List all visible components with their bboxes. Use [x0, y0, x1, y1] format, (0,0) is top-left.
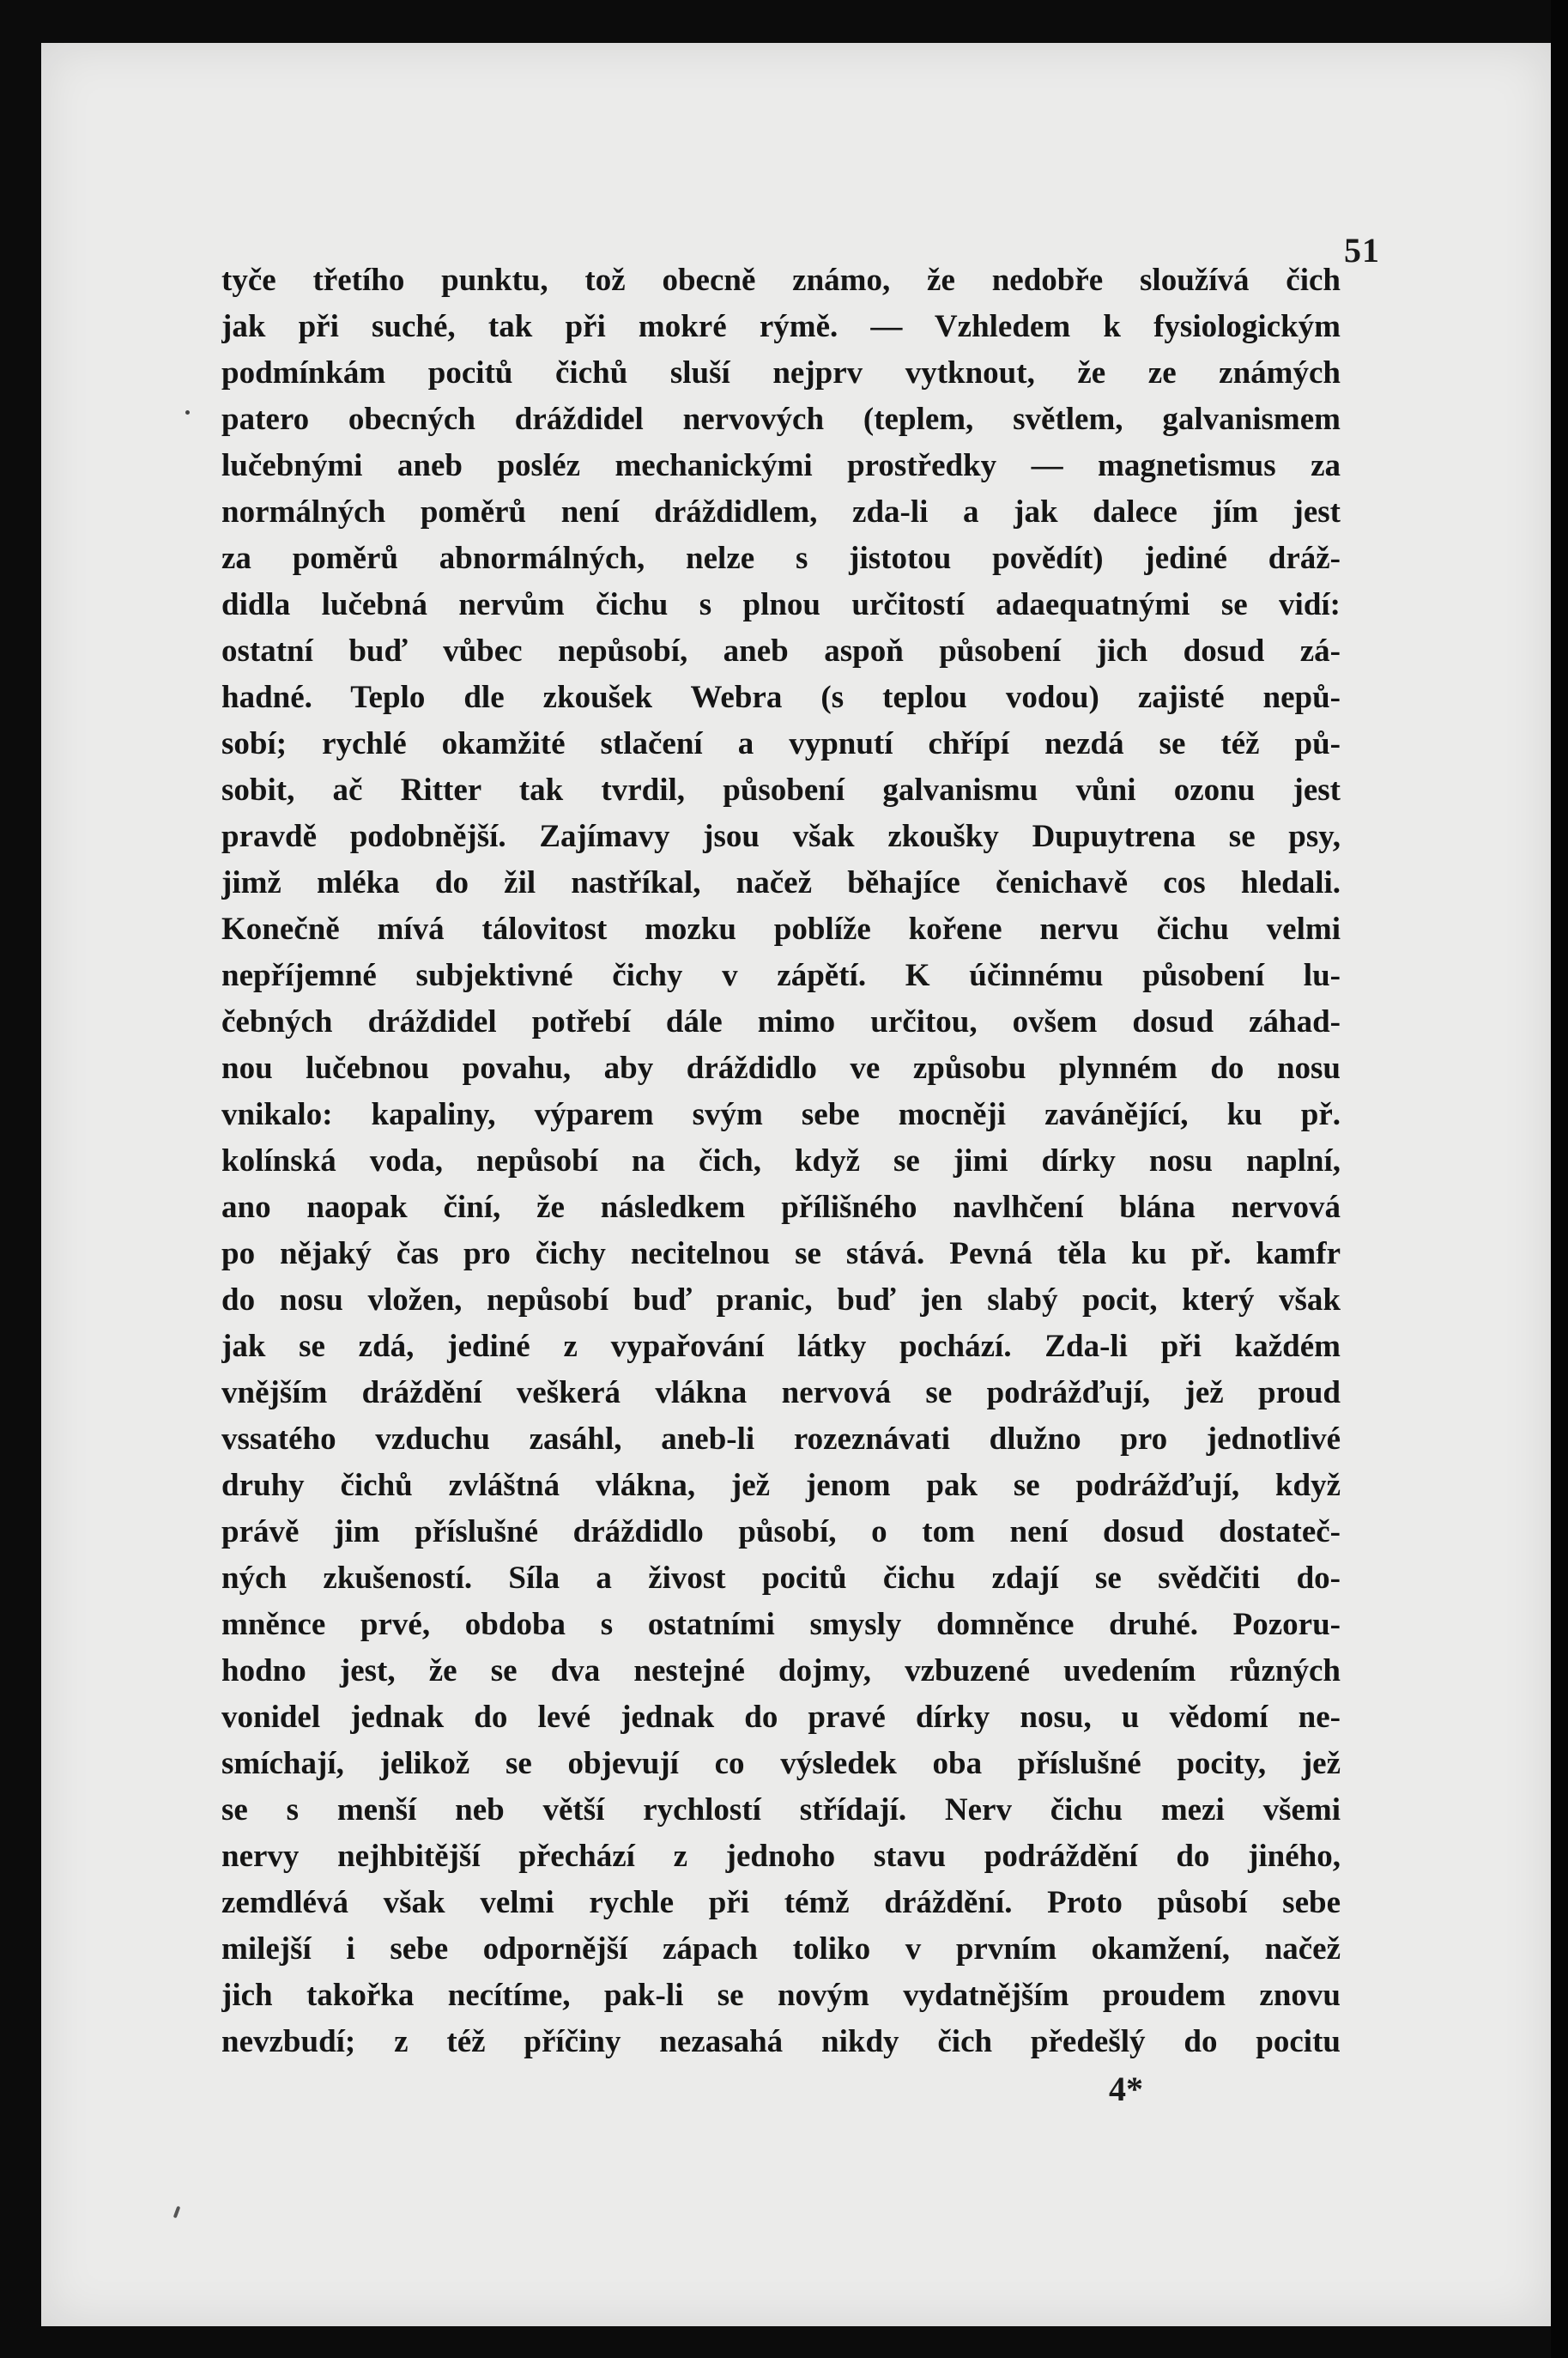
text-line: hadné. Teplo dle zkoušek Webra (s teplou vodou) zajisté nepů-	[221, 680, 1341, 715]
text-line: normálných poměrů není dráždidlem, zda-li a jak dalece jím jest	[221, 494, 1341, 530]
text-line: po nějaký čas pro čichy necitelnou se stává. Pevná těla ku př. kamfr	[221, 1236, 1341, 1271]
text-line: jich takořka necítíme, pak-li se novým vydatnějším proudem znovu	[221, 1978, 1341, 2013]
text-line: nepříjemné subjektivné čichy v zápětí. K účinnému působení lu-	[221, 958, 1341, 993]
text-line: nou lučebnou povahu, aby dráždidlo ve způsobu plynném do nosu	[221, 1051, 1341, 1086]
text-line: ostatní buď vůbec nepůsobí, aneb aspoň působení jich dosud zá-	[221, 633, 1341, 669]
text-line: smíchají, jelikož se objevují co výsledek oba příslušné pocity, jež	[221, 1746, 1341, 1781]
text-line: se s menší neb větší rychlostí střídají. Nerv čichu mezi všemi	[221, 1792, 1341, 1828]
text-line: podmínkám pocitů čichů sluší nejprv vytknout, že ze známých	[221, 355, 1341, 391]
text-line: nervy nejhbitější přechází z jednoho stavu podráždění do jiného,	[221, 1839, 1341, 1874]
text-line: jimž mléka do žil nastříkal, načež běhajíce čenichavě cos hledali.	[221, 865, 1341, 900]
text-line: kolínská voda, nepůsobí na čich, když se jimi dírky nosu naplní,	[221, 1143, 1341, 1179]
text-line: lučebnými aneb posléz mechanickými prostředky — magnetismus za	[221, 448, 1341, 483]
text-line: didla lučebná nervům čichu s plnou určitostí adaequatnými se vidí:	[221, 587, 1341, 622]
text-line: nevzbudí; z též příčiny nezasahá nikdy čich předešlý do pocitu	[221, 2024, 1341, 2059]
text-line: pravdě podobnější. Zajímavy jsou však zkoušky Dupuytrena se psy,	[221, 819, 1341, 854]
text-line: druhy čichů zvláštná vlákna, jež jenom pak se podrážďují, když	[221, 1468, 1341, 1503]
text-line: patero obecných dráždidel nervových (teplem, světlem, galvanismem	[221, 402, 1341, 437]
text-line: za poměrů abnormálných, nelze s jistotou povědít) jediné dráž-	[221, 541, 1341, 576]
body-text	[221, 258, 1341, 2065]
text-line: vnikalo: kapaliny, výparem svým sebe mocněji zavánějící, ku př.	[221, 1097, 1341, 1132]
page-number: 51	[1344, 231, 1380, 270]
text-line: sobit, ač Ritter tak tvrdil, působení galvanismu vůni ozonu jest	[221, 773, 1341, 808]
text-line: právě jim příslušné dráždidlo působí, o tom není dosud dostateč-	[221, 1514, 1341, 1549]
text-line: do nosu vložen, nepůsobí buď pranic, buď jen slabý pocit, který však	[221, 1282, 1341, 1318]
scan-edge	[1551, 0, 1568, 2358]
text-line: milejší i sebe odpornější zápach toliko v prvním okamžení, načež	[221, 1931, 1341, 1967]
signature-mark: 4*	[1109, 2070, 1143, 2108]
text-line: tyče třetího punktu, tož obecně známo, že nedobře sloužívá čich	[221, 263, 1341, 298]
text-line: sobí; rychlé okamžité stlačení a vypnutí chřípí nezdá se též pů-	[221, 726, 1341, 761]
text-line: zemdlévá však velmi rychle při témž dráždění. Proto působí sebe	[221, 1885, 1341, 1920]
text-line: vssatého vzduchu zasáhl, aneb-li rozeznávati dlužno pro jednotlivé	[221, 1421, 1341, 1457]
text-line: vonidel jednak do levé jednak do pravé dírky nosu, u vědomí ne-	[221, 1700, 1341, 1735]
text-line: Konečně mívá tálovitost mozku poblíže kořene nervu čichu velmi	[221, 912, 1341, 947]
text-line: ano naopak činí, že následkem přílišného navlhčení blána nervová	[221, 1190, 1341, 1225]
text-line: mněnce prvé, obdoba s ostatními smysly domněnce druhé. Pozoru-	[221, 1607, 1341, 1642]
text-line: vnějším dráždění veškerá vlákna nervová se podrážďují, jež proud	[221, 1375, 1341, 1410]
scan-dot	[185, 410, 190, 415]
text-line: hodno jest, že se dva nestejné dojmy, vzbuzené uvedením různých	[221, 1653, 1341, 1688]
text-line: ných zkušeností. Síla a živost pocitů čichu zdají se svědčiti do-	[221, 1561, 1341, 1596]
text-line: čebných dráždidel potřebí dále mimo určitou, ovšem dosud záhad-	[221, 1004, 1341, 1040]
text-line: jak při suché, tak při mokré rýmě. — Vzhledem k fysiologickým	[221, 309, 1341, 344]
text-line: jak se zdá, jediné z vypařování látky pochází. Zda-li při každém	[221, 1329, 1341, 1364]
